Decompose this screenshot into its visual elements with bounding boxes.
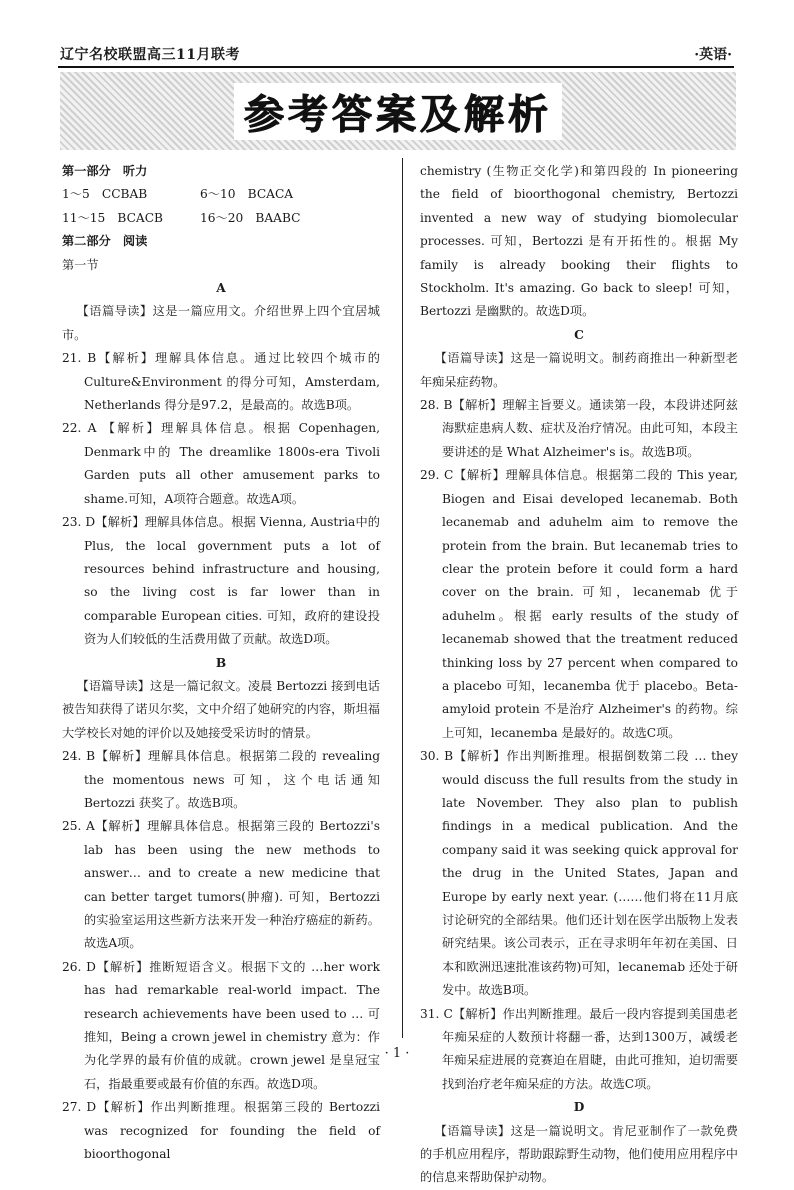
passage-heading: B [215, 655, 227, 670]
paragraph: chemistry (生物正交化学)和第四段的 In pioneering the field of bioorthogonal chemistry, Bertozzi invented a new way of studying biomolecular processes. 可知，Bertozzi 是有开拓性的。根据 My family is already booking their flights to Stockholm. It's amazing. Go back to sleep! 可知，Bertozzi 是幽默的。故选D项。 [420, 164, 738, 319]
answer-explanation: 27. D【解析】作出判断推理。根据第三段的 Bertozzi was recognized for founding the field of bioorthogonal [62, 1100, 380, 1162]
section-heading: 第一部分 听力 [62, 164, 148, 178]
right-column [420, 160, 738, 1190]
page-number: · 1 · [384, 1046, 410, 1061]
answer-explanation: 23. D【解析】理解具体信息。根据 Vienna, Austria中的 Plus, the local government puts a lot of resources behind infrastructure and housing, so the living cost is far lower than in comparable European cities. 可知，政府的建设投资为人们较低的生活费用做了贡献。故选D项。 [62, 515, 380, 647]
answer-explanation: 22. A 【解析】理解具体信息。根据 Copenhagen, Denmark中的 The dreamlike 1800s-era Tivoli Garden puts all other amusement parks to shame.可知，A项符合题意。故选A项。 [62, 421, 380, 506]
answer-explanation: 31. C【解析】作出判断推理。最后一段内容提到美国患老年痴呆症的人数预计将翻一番，达到1300万，减缓老年痴呆症进展的竞赛迫在眉睫，由此可推知，迫切需要找到治疗老年痴呆症的方法。故选C项。 [420, 1006, 738, 1091]
passage-heading: A [216, 281, 226, 296]
answer-group: 1～5 CCBAB [62, 187, 148, 202]
answer-group: 6～10 BCACA [200, 187, 294, 202]
left-column [62, 160, 380, 1166]
answer-explanation: 28. B【解析】理解主旨要义。通读第一段，本段讲述阿兹海默症患病人数、症状及治疗情况。由此可知，本段主要讲述的是 What Alzheimer's is。故选B项。 [420, 398, 738, 459]
passage-intro: 【语篇导读】这是一篇说明文。制药商推出一种新型老年痴呆症药物。 [420, 351, 738, 389]
paragraph: 第一节 [62, 257, 99, 272]
answer-row [62, 207, 380, 230]
answer-explanation: 24. B【解析】理解具体信息。根据第二段的 revealing the momentous news 可知，这个电话通知 Bertozzi 获奖了。故选B项。 [62, 749, 380, 810]
passage-intro: 【语篇导读】这是一篇应用文。介绍世界上四个宜居城市。 [62, 304, 380, 342]
passage-heading: C [574, 327, 584, 342]
answer-explanation: 29. C【解析】理解具体信息。根据第二段的 This year, Biogen and Eisai developed lecanemab. Both lecanemab and aduhelm aim to remove the protein from the brain. But lecanemab tries to clear the protein before it could form a hard cover on the brain. 可知，lecanemab 优于 aduhelm。根据 early results of the study of lecanemab showed that the treatment reduced thinking loss by 27 percent when compared to a placebo 可知，lecanemba 优于 placebo。Beta-amyloid protein 不是治疗 Alzheimer's 的药物。综上可知，lecanemba 是最好的。故选C项。 [420, 468, 738, 740]
answer-explanation: 21. B【解析】理解具体信息。通过比较四个城市的 Culture&Environment 的得分可知，Amsterdam, Netherlands 得分是97.2，是最高的。故选B项。 [62, 351, 380, 413]
answer-row [62, 183, 380, 206]
subject-label: ·英语· [694, 47, 732, 63]
answer-explanation: 30. B【解析】作出判断推理。根据倒数第二段 … they would discuss the full results from the study in late November. They also plan to publish findings in a medical publication. And the company said it was seeking quick approval for the drug in the United States, Japan and Europe by early next year. (……他们将在11月底讨论研究的全部结果。他们还计划在医学出版物上发表研究结果。该公司表示，正在寻求明年年初在美国、日本和欧洲迅速批准该药物)可知，lecanemab 还处于研发中。故选B项。 [420, 749, 738, 998]
answer-group: 11～15 BCACB [62, 210, 163, 225]
answer-explanation: 25. A【解析】理解具体信息。根据第三段的 Bertozzi's lab has been using the new methods to answer… and to create a new medicine that can better target tumors(肿瘤). 可知，Bertozzi 的实验室运用这些新方法来开发一种治疗癌症的新药。故选A项。 [62, 819, 380, 951]
page-title: 参考答案及解析 [234, 83, 562, 140]
header-divider [58, 66, 734, 68]
exam-title: 辽宁名校联盟高三11月联考 [60, 47, 240, 63]
section-heading: 第二部分 阅读 [62, 234, 148, 249]
answer-group: 16～20 BAABC [200, 210, 301, 225]
passage-intro: 【语篇导读】这是一篇记叙文。凌晨 Bertozzi 接到电话被告知获得了诺贝尔奖，文中介绍了她研究的内容，斯坦福大学校长对她的评价以及她接受采访时的情景。 [62, 678, 380, 740]
passage-heading: D [573, 1100, 585, 1115]
answer-explanation: 26. D【解析】推断短语含义。根据下文的 …her work has had remarkable real-world impact. The research achievements have been used to … 可推知，Being a crown jewel in chemistry 意为：作为化学界的最有价值的成就。crown jewel 是皇冠宝石，指最重要或最有价值的东西。故选D项。 [62, 959, 380, 1091]
passage-intro: 【语篇导读】这是一篇说明文。肯尼亚制作了一款免费的手机应用程序，帮助跟踪野生动物，他们使用应用程序中的信息来帮助保护动物。 [420, 1123, 738, 1185]
column-divider [402, 158, 403, 1038]
title-banner [60, 72, 736, 150]
